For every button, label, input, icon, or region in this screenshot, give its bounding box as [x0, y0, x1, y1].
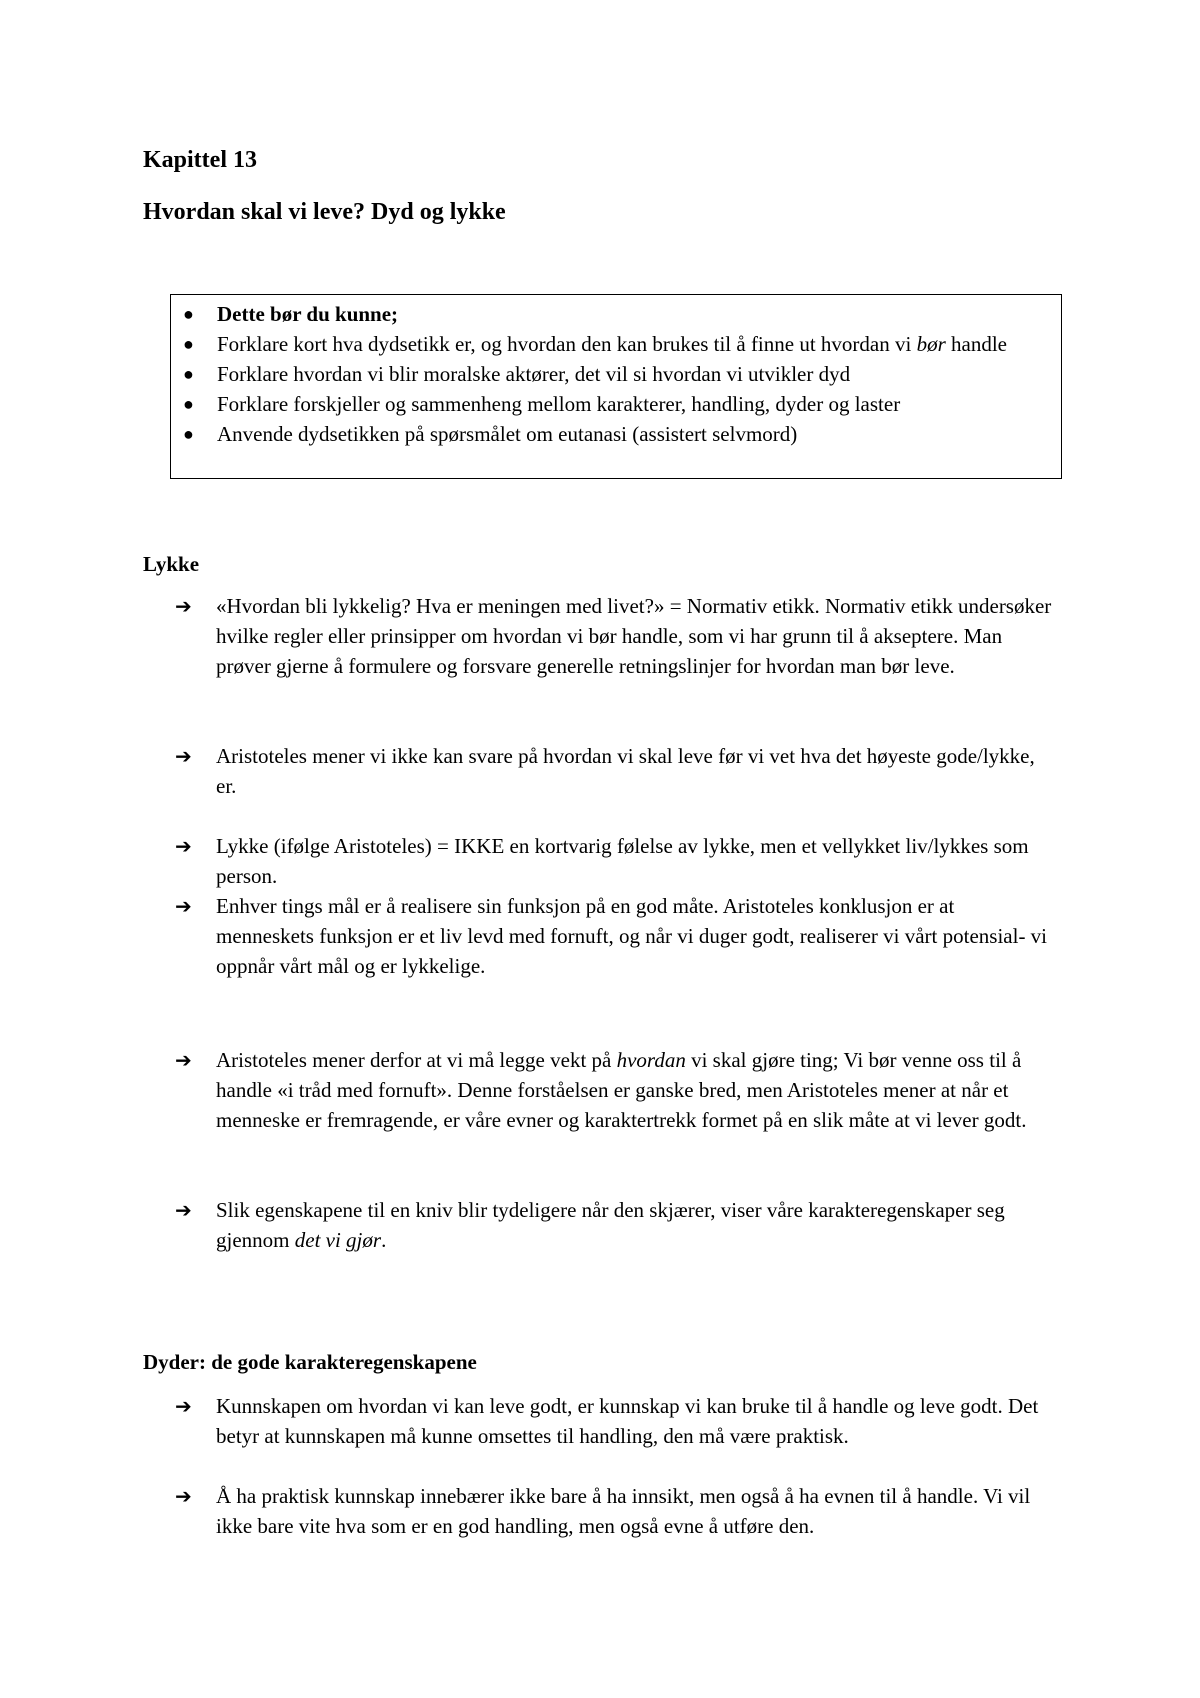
chapter-subtitle: Hvordan skal vi leve? Dyd og lykke: [143, 199, 506, 225]
arrow-right-icon: ➔: [175, 594, 192, 618]
list-item: ➔ «Hvordan bli lykkelig? Hva er meningen med livet?» = Normativ etikk. Normativ etikk undersøker hvilke regler eller prinsipper om hvordan vi bør handle, som vi har grunn til å akseptere. Man prøver gjerne å formulere og forsvare generelle retningslinjer for hvordan man bør leve.: [175, 591, 1055, 681]
list-item: ➔ Å ha praktisk kunnskap innebærer ikke bare å ha innsikt, men også å ha evnen til å handle. Vi vil ikke bare vite hva som er en god handling, men også evne å utføre den.: [175, 1481, 1055, 1541]
learning-goals-box: [170, 294, 1062, 479]
bullet-dot-icon: ●: [183, 424, 194, 444]
list-item: ➔ Slik egenskapene til en kniv blir tydeligere når den skjærer, viser våre karakteregenskaper seg gjennom det vi gjør.: [175, 1195, 1055, 1255]
list-item: ➔ Enhver tings mål er å realisere sin funksjon på en god måte. Aristoteles konklusjon er at menneskets funksjon er et liv levd med fornuft, og når vi duger godt, realiserer vi vårt potensial- vi oppnår vårt mål og er lykkelige.: [175, 891, 1055, 981]
chapter-title: Kapittel 13: [143, 147, 257, 173]
arrow-right-icon: ➔: [175, 744, 192, 768]
arrow-right-icon: ➔: [175, 834, 192, 858]
list-item: ➔ Kunnskapen om hvordan vi kan leve godt, er kunnskap vi kan bruke til å handle og leve godt. Det betyr at kunnskapen må kunne omsettes til handling, den må være praktisk.: [175, 1391, 1055, 1451]
bullet-dot-icon: ●: [183, 304, 194, 324]
arrow-right-icon: ➔: [175, 1048, 192, 1072]
bullet-dot-icon: ●: [183, 394, 194, 414]
bullet-dot-icon: ●: [183, 334, 194, 354]
arrow-right-icon: ➔: [175, 1198, 192, 1222]
section-heading-dyder: Dyder: de gode karakteregenskapene: [143, 1350, 477, 1374]
arrow-right-icon: ➔: [175, 1484, 192, 1508]
goal-item: ● Anvende dydsetikken på spørsmålet om eutanasi (assistert selvmord): [171, 419, 1061, 449]
list-item: ➔ Lykke (ifølge Aristoteles) = IKKE en kortvarig følelse av lykke, men et vellykket liv/lykkes som person.: [175, 831, 1055, 891]
goal-item: ● Dette bør du kunne;: [171, 299, 1061, 329]
arrow-right-icon: ➔: [175, 1394, 192, 1418]
list-item: ➔ Aristoteles mener vi ikke kan svare på hvordan vi skal leve før vi vet hva det høyeste gode/lykke, er.: [175, 741, 1055, 801]
goal-item: ● Forklare hvordan vi blir moralske aktører, det vil si hvordan vi utvikler dyd: [171, 359, 1061, 389]
goal-item: ● Forklare kort hva dydsetikk er, og hvordan den kan brukes til å finne ut hvordan vi bør handle: [171, 329, 1061, 359]
section-heading-lykke: Lykke: [143, 552, 200, 576]
goal-item: ● Forklare forskjeller og sammenheng mellom karakterer, handling, dyder og laster: [171, 389, 1061, 419]
arrow-right-icon: ➔: [175, 894, 192, 918]
list-item: ➔ Aristoteles mener derfor at vi må legge vekt på hvordan vi skal gjøre ting; Vi bør venne oss til å handle «i tråd med fornuft». Denne forståelsen er ganske bred, men Aristoteles mener at når et menneske er fremragende, er våre evner og karaktertrekk formet på en slik måte at vi lever godt.: [175, 1045, 1055, 1135]
bullet-dot-icon: ●: [183, 364, 194, 384]
